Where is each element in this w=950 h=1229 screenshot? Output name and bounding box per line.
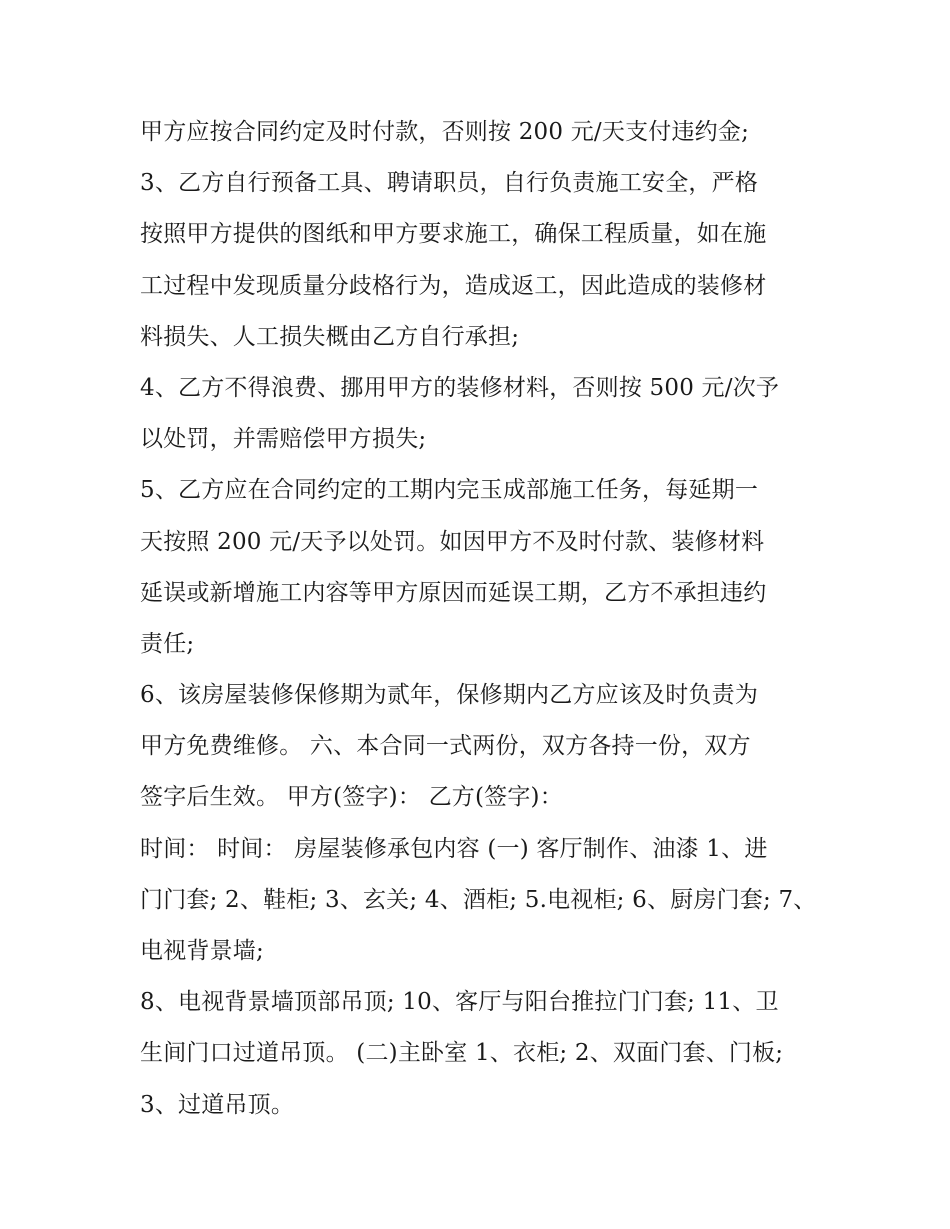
text-line: 4、乙方不得浪费、挪用甲方的装修材料，否则按 500 元/次予 (140, 374, 780, 401)
text-line: 6、该房屋装修保修期为贰年，保修期内乙方应该及时负责为 (140, 682, 759, 709)
text-line: 签字后生效。 甲方(签字)： 乙方(签字)： (140, 784, 563, 811)
text-line: 料损失、人工损失概由乙方自行承担; (140, 323, 520, 350)
text-line: 责任; (140, 630, 195, 657)
text-line: 按照甲方提供的图纸和甲方要求施工，确保工程质量，如在施 (140, 221, 767, 248)
text-line: 时间： 时间： 房屋装修承包内容 (一) 客厅制作、油漆 1、进 (140, 835, 768, 862)
text-line: 5、乙方应在合同约定的工期内完玉成部施工任务，每延期一 (140, 477, 759, 504)
text-line: 生间门口过道吊顶。 (二)主卧室 1、衣柜; 2、双面门套、门板; (140, 1040, 784, 1067)
text-line: 8、电视背景墙顶部吊顶; 10、客厅与阳台推拉门门套; 11、卫 (140, 989, 779, 1016)
text-line: 甲方免费维修。 六、本合同一式两份，双方各持一份，双方 (140, 733, 751, 760)
text-line: 延误或新增施工内容等甲方原因而延误工期，乙方不承担违约 (140, 579, 767, 606)
text-line: 门门套; 2、鞋柜; 3、玄关; 4、酒柜; 5.电视柜; 6、厨房门套; 7、 (140, 886, 817, 913)
text-line: 工过程中发现质量分歧格行为，造成返工，因此造成的装修材 (140, 272, 767, 299)
text-line: 3、乙方自行预备工具、聘请职员，自行负责施工安全，严格 (140, 170, 759, 197)
text-line: 3、过道吊顶。 (140, 1091, 295, 1118)
text-line: 电视背景墙; (140, 938, 264, 964)
contract-text (140, 107, 820, 1131)
text-line: 甲方应按合同约定及时付款，否则按 200 元/天支付违约金; (140, 119, 750, 145)
text-line: 以处罚，并需赔偿甲方损失; (140, 426, 427, 453)
text-line: 天按照 200 元/天予以处罚。如因甲方不及时付款、装修材料 (140, 528, 765, 555)
